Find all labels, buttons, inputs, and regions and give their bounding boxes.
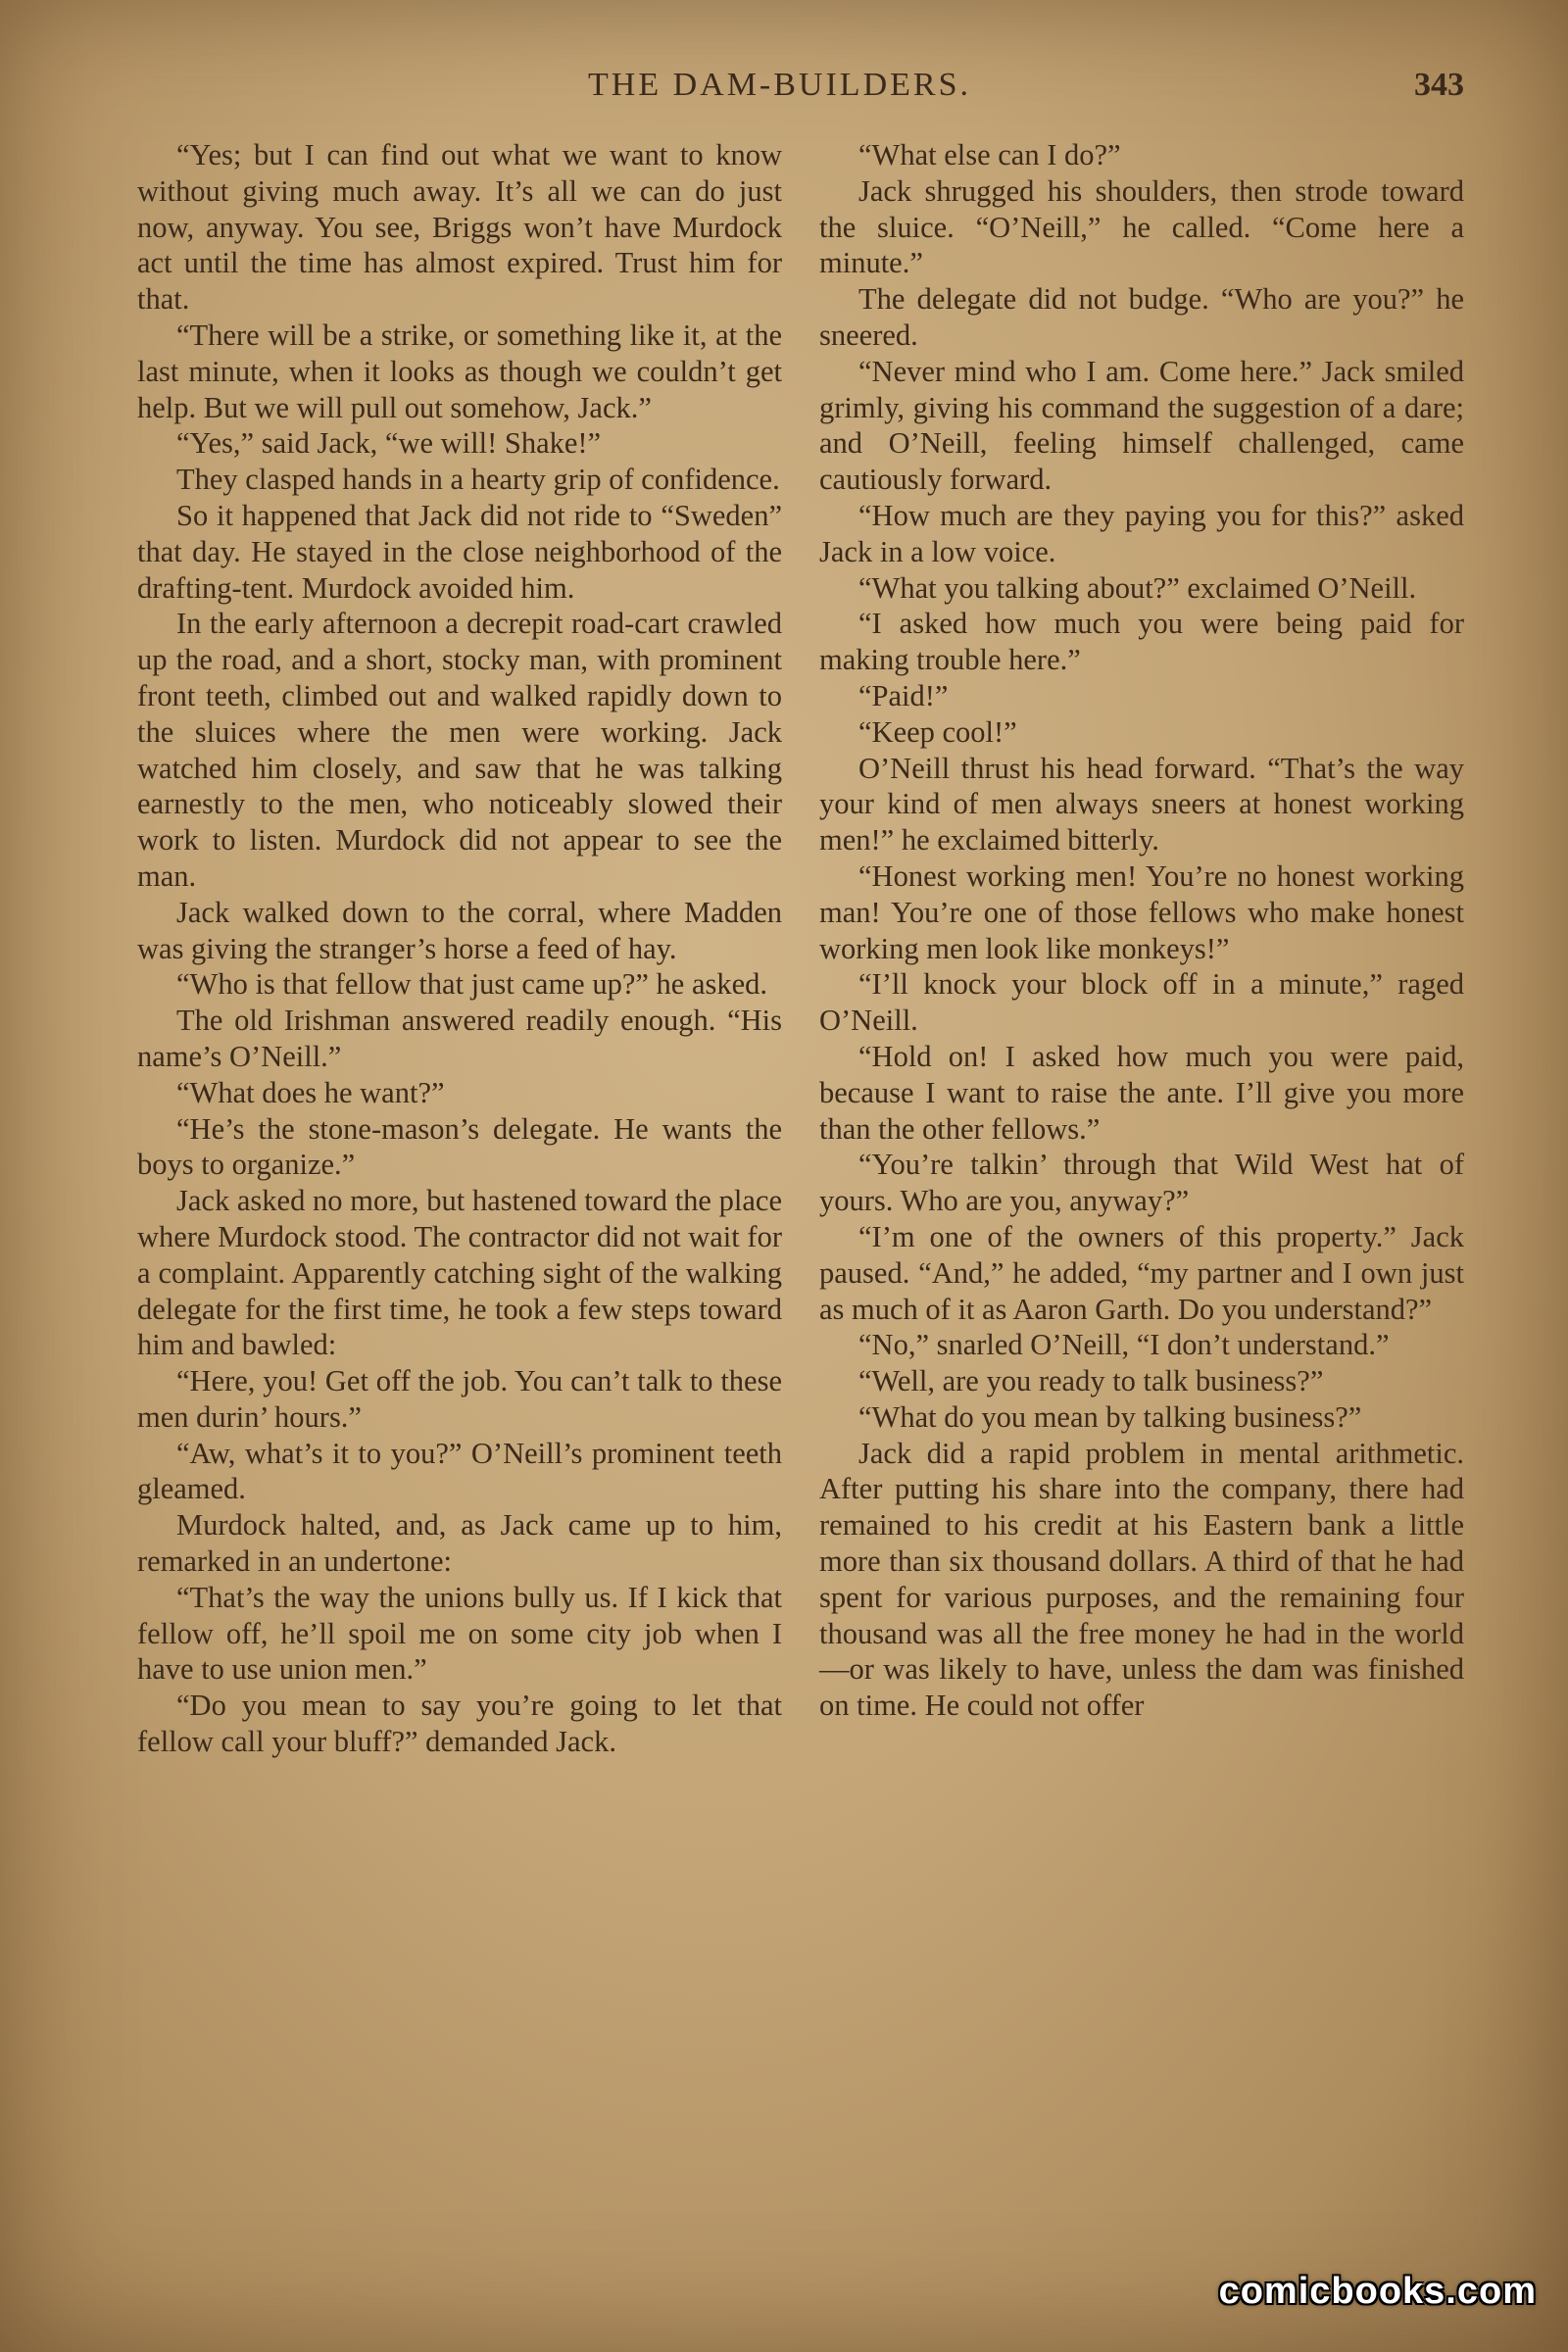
paragraph: “Here, you! Get off the job. You can’t talk to these men durin’ hours.” [137, 1364, 782, 1434]
paragraph: “Paid!” [858, 678, 949, 712]
paragraph: “How much are they paying you for this?” asked Jack in a low voice. [819, 498, 1464, 568]
paragraph: Jack asked no more, but hastened toward the place where Murdock stood. The contractor did not wait for a complaint. Apparently catching sight of the walking delegate for the first time, he took a few steps toward him and bawled: [137, 1184, 782, 1362]
paragraph: “What does he want?” [176, 1075, 445, 1109]
paragraph: Jack shrugged his shoulders, then strode toward the sluice. “O’Neill,” he called. “Come here a minute.” [819, 173, 1464, 280]
paragraph: “You’re talkin’ through that Wild West hat of yours. Who are you, anyway?” [819, 1148, 1464, 1218]
paragraph: The delegate did not budge. “Who are you?” he sneered. [819, 282, 1464, 352]
paragraph: “I asked how much you were being paid for making trouble here.” [819, 607, 1464, 677]
paragraph: “That’s the way the unions bully us. If I kick that fellow off, he’ll spoil me on some city job when I have to use union men.” [137, 1580, 782, 1687]
running-title: THE DAM-BUILDERS. [588, 67, 971, 103]
paragraph: “Yes,” said Jack, “we will! Shake!” [176, 426, 602, 461]
page-number: 343 [1414, 67, 1464, 103]
paragraph: “He’s the stone-mason’s delegate. He wants the boys to organize.” [137, 1111, 782, 1182]
paragraph: “Never mind who I am. Come here.” Jack smiled grimly, giving his command the suggestion of a dare; and O’Neill, feeling himself challenged, came cautiously forward. [819, 354, 1464, 497]
paragraph: O’Neill thrust his head forward. “That’s the way your kind of men always sneers at honest working men!” he exclaimed bitterly. [819, 751, 1464, 858]
paragraph: “I’ll knock your block off in a minute,” raged O’Neill. [819, 967, 1464, 1038]
paragraph: Murdock halted, and, as Jack came up to him, remarked in an undertone: [137, 1508, 782, 1579]
paragraph: The old Irishman answered readily enough. “His name’s O’Neill.” [137, 1004, 782, 1073]
page-header [0, 67, 1568, 116]
paragraph: “No,” snarled O’Neill, “I don’t understand.” [858, 1328, 1390, 1362]
paragraph: “Do you mean to say you’re going to let that fellow call your bluff?” demanded Jack. [137, 1689, 782, 1759]
paragraph: “Hold on! I asked how much you were paid, because I want to raise the ante. I’ll give you more than the other fellows.” [819, 1039, 1464, 1146]
paragraph: “Keep cool!” [858, 714, 1017, 749]
paragraph: “What else can I do?” [858, 138, 1121, 172]
paragraph: “Yes; but I can find out what we want to know without giving much away. It’s all we can do just now, anyway. You see, Briggs won’t have Murdock act until the time has almost expired. Trust him for that. [137, 138, 782, 317]
paragraph: So it happened that Jack did not ride to “Sweden” that day. He stayed in the close neighborhood of the drafting-tent. Murdock avoided him. [137, 498, 782, 605]
paragraph: “Well, are you ready to talk business?” [858, 1364, 1324, 1398]
paragraph: In the early afternoon a decrepit road-cart crawled up the road, and a short, stocky man, with prominent front teeth, climbed out and walked rapidly down to the sluices where the men were working. Jack watched him closely, and saw that he was talking earnestly to the men, who noticeably slowed their work to listen. Murdock did not appear to see the man. [137, 607, 782, 893]
site-watermark: comicbooks.com [1218, 2271, 1537, 2312]
paragraph: Jack walked down to the corral, where Madden was giving the stranger’s horse a feed of hay. [137, 895, 782, 965]
paragraph: Jack did a rapid problem in mental arithmetic. After putting his share into the company, there had remained to his credit at his Eastern bank a little more than six thousand dollars. A third of that he had spent for various purposes, and the remaining four thousand was all the free money he had in the world—or was likely to have, unless the dam was finished on time. He could not offer [819, 1436, 1464, 1723]
paragraph: “Aw, what’s it to you?” O’Neill’s prominent teeth gleamed. [137, 1436, 782, 1506]
paragraph: “There will be a strike, or something like it, at the last minute, when it looks as though we couldn’t get help. But we will pull out somehow, Jack.” [137, 318, 782, 424]
paragraph: “What do you mean by talking business?” [858, 1399, 1362, 1434]
paragraph: “What you talking about?” exclaimed O’Neill. [858, 570, 1417, 605]
paragraph: “I’m one of the owners of this property.” Jack paused. “And,” he added, “my partner and I own just as much of it as Aaron Garth. Do you understand?” [819, 1219, 1464, 1326]
paragraph: “Honest working men! You’re no honest working man! You’re one of those fellows who make honest working men look like monkeys!” [819, 858, 1464, 965]
paragraph: They clasped hands in a hearty grip of confidence. [176, 463, 780, 497]
text-column-right [819, 137, 1464, 1724]
text-column-left [137, 137, 782, 1760]
paragraph: “Who is that fellow that just came up?” he asked. [176, 967, 768, 1002]
